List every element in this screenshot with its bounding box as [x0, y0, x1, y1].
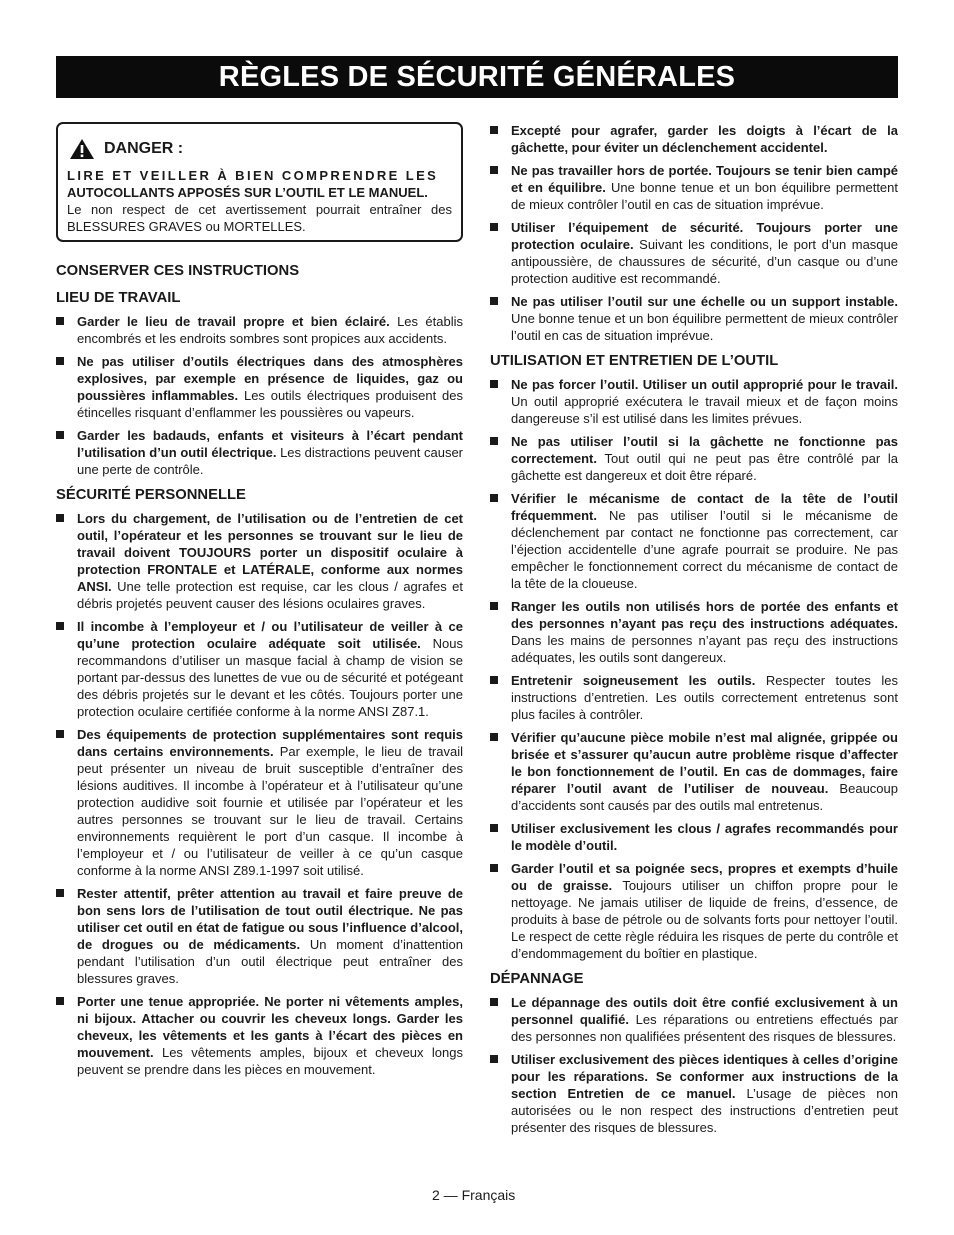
square-bullet-icon: [490, 676, 498, 684]
list-item: [490, 219, 898, 287]
danger-line-1: LIRE ET VEILLER À BIEN COMPRENDRE LES: [67, 168, 439, 183]
item-bold-text: Ne pas forcer l’outil. Utiliser un outil approprié pour le travail.: [511, 377, 898, 392]
warning-triangle-icon: [69, 138, 95, 160]
list-item: [56, 510, 463, 612]
list-item: [56, 427, 463, 478]
list-item: [490, 820, 898, 854]
item-bold-text: Excepté pour agrafer, garder les doigts à l’écart de la gâchette, pour éviter un déclenchement accidentel.: [511, 123, 898, 155]
square-bullet-icon: [490, 864, 498, 872]
work-area-list: [56, 313, 463, 478]
item-text: Toujours utiliser un chiffon propre pour le nettoyage. Ne jamais utiliser de liquide de freins, d’essence, de produits à base de pétrole ou de solvants forts pour nettoyer l’outil. Le respect de cette règle réduira les risques de perte du contrôle et d’endommagement du boîtier en plastique.: [511, 878, 898, 961]
item-bold-text: Garder les badauds, enfants et visiteurs à l’écart pendant l’utilisation d’un outil électrique.: [77, 428, 463, 460]
item-bold-text: Garder le lieu de travail propre et bien éclairé.: [77, 314, 390, 329]
item-text: Nous recommandons d’utiliser un masque facial à champ de vision se portant par-dessus des lunettes de vue ou de sécurité et potégeant des débris projetés sur le devant et les côtés. Toujours porter une protection oculaire certifiée conforme à la norme ANSI Z87.1.: [77, 636, 463, 719]
item-bold-text: Utiliser exclusivement des pièces identiques à celles d’origine pour les réparations. Se conformer aux instructions de la section Entretien de ce manuel.: [511, 1052, 898, 1101]
personal-safety-heading: SÉCURITÉ PERSONNELLE: [56, 487, 246, 503]
item-text: Les établis encombrés et les endroits sombres sont propices aux accidents.: [77, 314, 463, 346]
list-item: [490, 490, 898, 592]
list-item: [490, 433, 898, 484]
item-bold-text: Lors du chargement, de l’utilisation ou de l’entretien de cet outil, l’opérateur et les personnes se trouvant sur le lieu de travail doivent TOUJOURS porter un dispositif oculaire à protection FRONTALE et LATÉRALE, conforme aux normes ANSI.: [77, 511, 463, 594]
square-bullet-icon: [56, 514, 64, 522]
item-text: Les vêtements amples, bijoux et cheveux longs peuvent se prendre dans les pièces en mouvement.: [77, 1045, 463, 1077]
item-text: Les distractions peuvent causer une perte de contrôle.: [77, 445, 463, 477]
list-item: [56, 885, 463, 987]
list-item: [56, 313, 463, 347]
square-bullet-icon: [56, 730, 64, 738]
square-bullet-icon: [56, 317, 64, 325]
item-text: Les réparations ou entretiens effectués par des personnes non qualifiées présentent des risques de blessures.: [511, 1012, 899, 1044]
danger-line-2: AUTOCOLLANTS APPOSÉS SUR L’OUTIL ET LE MANUEL.: [67, 185, 428, 200]
item-bold-text: Vérifier le mécanisme de contact de la tête de l’outil fréquemment.: [511, 491, 898, 523]
service-heading: DÉPANNAGE: [490, 971, 584, 987]
item-bold-text: Le dépannage des outils doit être confié exclusivement à un personnel qualifié.: [511, 995, 898, 1027]
item-text: Une bonne tenue et un bon équilibre permettent de mieux contrôler l’outil en cas de situation imprévue.: [511, 180, 898, 212]
item-text: Les outils électriques produisent des étincelles risquant d’enflammer les poussières ou vapeurs.: [77, 388, 464, 420]
item-bold-text: Il incombe à l’employeur et / ou l’utilisateur de veiller à ce qu’une protection oculaire adéquate soit utilisée.: [77, 619, 463, 651]
danger-body: Le non respect de cet avertissement pourrait entraîner des BLESSURES GRAVES ou MORTELLES.: [67, 202, 452, 234]
square-bullet-icon: [490, 824, 498, 832]
list-item: [490, 994, 898, 1045]
tool-use-list: [490, 376, 898, 962]
item-text: Un moment d’inattention pendant l’utilisation d’un outil électrique peut entraîner des blessures graves.: [77, 937, 463, 986]
page-title-banner: [56, 56, 898, 98]
square-bullet-icon: [490, 998, 498, 1006]
square-bullet-icon: [490, 1055, 498, 1063]
list-item: [490, 293, 898, 344]
square-bullet-icon: [56, 431, 64, 439]
item-bold-text: Utiliser l’équipement de sécurité. Toujours porter une protection oculaire.: [511, 220, 898, 252]
square-bullet-icon: [490, 380, 498, 388]
list-item: [56, 618, 463, 720]
item-text: Un outil approprié exécutera le travail mieux et de façon moins dangereuse s’il est utilisé dans les limites prévues.: [511, 394, 898, 426]
danger-notice: [56, 122, 463, 242]
square-bullet-icon: [490, 166, 498, 174]
item-bold-text: Ranger les outils non utilisés hors de portée des enfants et des personnes n’ayant pas reçu des instructions adéquates.: [511, 599, 898, 631]
square-bullet-icon: [490, 494, 498, 502]
item-bold-text: Entretenir soigneusement les outils.: [511, 673, 756, 688]
danger-title: DANGER :: [104, 140, 184, 157]
square-bullet-icon: [56, 357, 64, 365]
item-text: Beaucoup d’accidents sont causés par des outils mal entretenus.: [511, 781, 898, 813]
item-bold-text: Porter une tenue appropriée. Ne porter ni vêtements amples, ni bijoux. Attacher ou couvrir les cheveux longs. Garder les cheveux, les vêtements et les gants à l’écart des pièces en mouvement.: [77, 994, 463, 1060]
save-instructions-heading: CONSERVER CES INSTRUCTIONS: [56, 263, 300, 279]
square-bullet-icon: [490, 602, 498, 610]
list-item: [490, 376, 898, 427]
list-item: [490, 122, 898, 156]
list-item: [490, 1051, 898, 1136]
item-bold-text: Vérifier qu’aucune pièce mobile n’est mal alignée, grippée ou brisée et s’assurer qu’aucun autre problème risque d’affecter le bon fonctionnement de l’outil. En cas de dommages, faire réparer l’outil avant de l’utiliser de nouveau.: [511, 730, 898, 796]
item-bold-text: Ne pas utiliser l’outil si la gâchette ne fonctionne pas correctement.: [511, 434, 898, 466]
item-text: Tout outil qui ne peut pas être contrôlé par la gâchette est dangereux et doit être réparé.: [511, 451, 898, 483]
list-item: [56, 993, 463, 1078]
list-item: [490, 729, 898, 814]
list-item: [490, 672, 898, 723]
page-footer: 2 — Français: [432, 1187, 516, 1203]
personal-safety-list: [56, 510, 463, 1078]
page-title: RÈGLES DE SÉCURITÉ GÉNÉRALES: [218, 60, 736, 93]
danger-header: [69, 138, 452, 160]
square-bullet-icon: [56, 889, 64, 897]
list-item: [490, 860, 898, 962]
square-bullet-icon: [490, 126, 498, 134]
item-bold-text: Utiliser exclusivement les clous / agrafes recommandés pour le modèle d’outil.: [511, 821, 898, 853]
item-bold-text: Garder l’outil et sa poignée secs, propres et exempts d’huile ou de graisse.: [511, 861, 898, 893]
item-text: Suivant les conditions, le port d’un masque antipoussière, de chaussures de sécurité, d’un casque ou d’une protection auditive est recommandé.: [511, 237, 898, 286]
item-bold-text: Rester attentif, prêter attention au travail et faire preuve de bon sens lors de l’utilisation de tout outil électrique. Ne pas utiliser cet outil en état de fatigue ou sous l’influence d’alcool, de drogues ou de médicaments.: [77, 886, 463, 952]
item-bold-text: Ne pas utiliser d’outils électriques dans des atmosphères explosives, par exemple en présence de liquides, gaz ou poussières inflammables.: [77, 354, 463, 403]
item-text: Par exemple, le lieu de travail peut présenter un niveau de bruit susceptible d’entraîner des lésions auditives. Il incombe à l’opérateur et à l’utilisateur qu’une protection audidive soit fournie et utilisée par l’opérateur et les autres personnes se trouvant sur le lieu de travail. Certains environnements requièrent le port d’un casque. Il incombe à l’employeur et / ou l’utilisateur de veiller à ce qu’un casque conforme à la norme ANSI Z89.1-1997 soit utilisé.: [77, 744, 463, 878]
square-bullet-icon: [490, 733, 498, 741]
service-list: [490, 994, 898, 1136]
square-bullet-icon: [490, 297, 498, 305]
item-text: Respecter toutes les instructions d’entretien. Les outils correctement entretenus sont plus faciles à contrôler.: [511, 673, 898, 722]
item-text: Une telle protection est requise, car les clous / agrafes et débris projetés peuvent causer des lésions oculaires graves.: [77, 579, 463, 611]
list-item: [490, 162, 898, 213]
square-bullet-icon: [56, 622, 64, 630]
item-text: Ne pas utiliser l’outil si le mécanisme de déclenchement par contact ne fonctionne pas correctement, car l’éjection accidentelle d’une agrafe pourrait se produire. Ne pas empêcher le fonctionnement correct du mécanisme de contact de la tête de la cloueuse.: [511, 508, 898, 591]
item-text: Une bonne tenue et un bon équilibre permettent de mieux contrôler l’outil en cas de situation imprévue.: [511, 311, 898, 343]
item-text: L’usage de pièces non autorisées ou le non respect des instructions d’entretien peut présenter des risques de blessures.: [511, 1086, 898, 1135]
item-bold-text: Ne pas travailler hors de portée. Toujours se tenir bien campé et en équilibre.: [511, 163, 898, 195]
square-bullet-icon: [490, 437, 498, 445]
personal-safety-cont-list: [490, 122, 898, 344]
item-bold-text: Ne pas utiliser l’outil sur une échelle ou un support instable.: [511, 294, 898, 309]
square-bullet-icon: [490, 223, 498, 231]
tool-use-heading: UTILISATION ET ENTRETIEN DE L’OUTIL: [490, 353, 779, 369]
work-area-heading: LIEU DE TRAVAIL: [56, 290, 181, 306]
item-text: Dans les mains de personnes n’ayant pas reçu des instructions adéquates, les outils sont dangereux.: [511, 633, 898, 665]
list-item: [56, 726, 463, 879]
left-column: [56, 122, 463, 1084]
danger-text: [67, 167, 452, 235]
item-bold-text: Des équipements de protection supplémentaires sont requis dans certains environnements.: [77, 727, 463, 759]
right-column: [490, 122, 898, 1142]
list-item: [56, 353, 463, 421]
square-bullet-icon: [56, 997, 64, 1005]
list-item: [490, 598, 898, 666]
